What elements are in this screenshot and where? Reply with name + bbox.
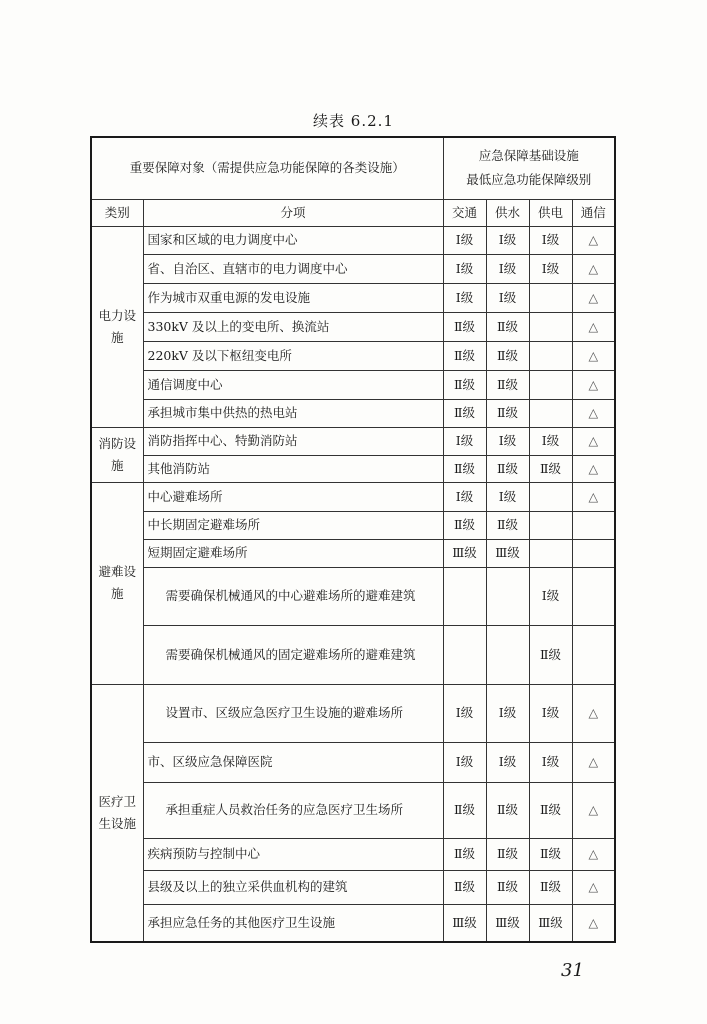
power-level-cell: Ⅱ级 [529, 455, 572, 482]
item-cell: 承担应急任务的其他医疗卫生设施 [143, 904, 443, 942]
category-cell: 消防设施 [91, 427, 143, 482]
item-cell: 设置市、区级应急医疗卫生设施的避难场所 [143, 684, 443, 742]
item-cell: 省、自治区、直辖市的电力调度中心 [143, 254, 443, 283]
item-cell: 国家和区域的电力调度中心 [143, 226, 443, 254]
table-row [91, 455, 615, 482]
table-row [91, 838, 615, 870]
transport-level-cell: Ⅰ级 [443, 254, 486, 283]
power-level-cell: Ⅰ级 [529, 254, 572, 283]
comm-level-cell: △ [572, 283, 615, 312]
water-level-cell: Ⅲ级 [486, 539, 529, 567]
water-level-cell: Ⅱ级 [486, 399, 529, 427]
comm-level-cell: △ [572, 399, 615, 427]
table-row [91, 782, 615, 838]
comm-level-cell: △ [572, 427, 615, 455]
comm-level-cell [572, 511, 615, 539]
transport-level-cell: Ⅱ级 [443, 870, 486, 904]
item-cell: 330kV 及以上的变电所、换流站 [143, 312, 443, 341]
comm-level-cell: △ [572, 782, 615, 838]
power-level-cell: Ⅰ级 [529, 742, 572, 782]
water-level-cell: Ⅱ级 [486, 341, 529, 370]
power-level-cell [529, 341, 572, 370]
item-cell: 作为城市双重电源的发电设施 [143, 283, 443, 312]
power-level-cell: Ⅱ级 [529, 625, 572, 684]
power-level-cell: Ⅲ级 [529, 904, 572, 942]
power-level-cell: Ⅱ级 [529, 838, 572, 870]
transport-level-cell: Ⅱ级 [443, 455, 486, 482]
water-level-cell: Ⅱ级 [486, 370, 529, 399]
water-level-cell: Ⅰ级 [486, 283, 529, 312]
transport-level-cell [443, 625, 486, 684]
comm-level-cell: △ [572, 312, 615, 341]
header-comm: 通信 [572, 199, 615, 226]
item-cell: 疾病预防与控制中心 [143, 838, 443, 870]
comm-level-cell: △ [572, 341, 615, 370]
comm-level-cell [572, 539, 615, 567]
transport-level-cell [443, 567, 486, 625]
table-row [91, 226, 615, 254]
comm-level-cell: △ [572, 838, 615, 870]
comm-level-cell: △ [572, 455, 615, 482]
water-level-cell: Ⅰ级 [486, 254, 529, 283]
category-cell: 医疗卫生设施 [91, 684, 143, 942]
table-row [91, 539, 615, 567]
header-item: 分项 [143, 199, 443, 226]
water-level-cell: Ⅲ级 [486, 904, 529, 942]
transport-level-cell: Ⅱ级 [443, 399, 486, 427]
water-level-cell: Ⅱ级 [486, 455, 529, 482]
item-cell: 承担重症人员救治任务的应急医疗卫生场所 [143, 782, 443, 838]
item-cell: 中心避难场所 [143, 482, 443, 511]
table-row [91, 684, 615, 742]
water-level-cell: Ⅰ级 [486, 427, 529, 455]
transport-level-cell: Ⅱ级 [443, 370, 486, 399]
header-level-line1: 应急保障基础设施 [478, 148, 579, 164]
transport-level-cell: Ⅱ级 [443, 511, 486, 539]
power-level-cell [529, 511, 572, 539]
table-row [91, 567, 615, 625]
transport-level-cell: Ⅰ级 [443, 684, 486, 742]
table-row [91, 511, 615, 539]
table-row [91, 427, 615, 455]
facility-guarantee-table [90, 136, 616, 943]
item-cell: 通信调度中心 [143, 370, 443, 399]
comm-level-cell: △ [572, 742, 615, 782]
header-level [443, 137, 615, 199]
table-row [91, 312, 615, 341]
transport-level-cell: Ⅰ级 [443, 742, 486, 782]
water-level-cell: Ⅱ级 [486, 312, 529, 341]
transport-level-cell: Ⅱ级 [443, 782, 486, 838]
comm-level-cell: △ [572, 482, 615, 511]
power-level-cell [529, 312, 572, 341]
table-row [91, 399, 615, 427]
water-level-cell [486, 567, 529, 625]
table-body [91, 226, 615, 942]
header-transport: 交通 [443, 199, 486, 226]
item-cell: 其他消防站 [143, 455, 443, 482]
table-row [91, 254, 615, 283]
power-level-cell: Ⅱ级 [529, 870, 572, 904]
comm-level-cell: △ [572, 226, 615, 254]
table-caption: 续表 6.2.1 [313, 112, 394, 130]
comm-level-cell: △ [572, 904, 615, 942]
transport-level-cell: Ⅰ级 [443, 482, 486, 511]
header-object: 重要保障对象（需提供应急功能保障的各类设施） [91, 137, 443, 199]
transport-level-cell: Ⅱ级 [443, 341, 486, 370]
power-level-cell: Ⅱ级 [529, 782, 572, 838]
water-level-cell: Ⅱ级 [486, 782, 529, 838]
comm-level-cell: △ [572, 870, 615, 904]
header-category: 类别 [91, 199, 143, 226]
transport-level-cell: Ⅰ级 [443, 427, 486, 455]
water-level-cell: Ⅱ级 [486, 838, 529, 870]
comm-level-cell: △ [572, 254, 615, 283]
table-row [91, 482, 615, 511]
item-cell: 需要确保机械通风的固定避难场所的避难建筑 [143, 625, 443, 684]
power-level-cell [529, 482, 572, 511]
table-row [91, 904, 615, 942]
power-level-cell [529, 283, 572, 312]
water-level-cell: Ⅰ级 [486, 684, 529, 742]
category-cell: 避难设施 [91, 482, 143, 684]
item-cell: 承担城市集中供热的热电站 [143, 399, 443, 427]
item-cell: 220kV 及以下枢纽变电所 [143, 341, 443, 370]
power-level-cell: Ⅰ级 [529, 684, 572, 742]
transport-level-cell: Ⅲ级 [443, 539, 486, 567]
table-row [91, 742, 615, 782]
power-level-cell: Ⅰ级 [529, 567, 572, 625]
transport-level-cell: Ⅰ级 [443, 283, 486, 312]
transport-level-cell: Ⅱ级 [443, 838, 486, 870]
power-level-cell: Ⅰ级 [529, 427, 572, 455]
transport-level-cell: Ⅲ级 [443, 904, 486, 942]
water-level-cell: Ⅰ级 [486, 742, 529, 782]
transport-level-cell: Ⅱ级 [443, 312, 486, 341]
item-cell: 县级及以上的独立采供血机构的建筑 [143, 870, 443, 904]
header-power: 供电 [529, 199, 572, 226]
water-level-cell: Ⅱ级 [486, 511, 529, 539]
table-row [91, 870, 615, 904]
water-level-cell: Ⅱ级 [486, 870, 529, 904]
item-cell: 短期固定避难场所 [143, 539, 443, 567]
water-level-cell [486, 625, 529, 684]
transport-level-cell: Ⅰ级 [443, 226, 486, 254]
water-level-cell: Ⅰ级 [486, 482, 529, 511]
power-level-cell [529, 399, 572, 427]
water-level-cell: Ⅰ级 [486, 226, 529, 254]
item-cell: 消防指挥中心、特勤消防站 [143, 427, 443, 455]
page-number: 31 [561, 960, 584, 981]
comm-level-cell: △ [572, 370, 615, 399]
table-row [91, 625, 615, 684]
power-level-cell: Ⅰ级 [529, 226, 572, 254]
category-cell: 电力设施 [91, 226, 143, 427]
power-level-cell [529, 370, 572, 399]
header-water: 供水 [486, 199, 529, 226]
header-level-line2: 最低应急功能保障级别 [466, 172, 592, 188]
power-level-cell [529, 539, 572, 567]
comm-level-cell [572, 625, 615, 684]
comm-level-cell [572, 567, 615, 625]
item-cell: 中长期固定避难场所 [143, 511, 443, 539]
table-row [91, 370, 615, 399]
item-cell: 需要确保机械通风的中心避难场所的避难建筑 [143, 567, 443, 625]
table-row [91, 283, 615, 312]
comm-level-cell: △ [572, 684, 615, 742]
table-row [91, 341, 615, 370]
item-cell: 市、区级应急保障医院 [143, 742, 443, 782]
